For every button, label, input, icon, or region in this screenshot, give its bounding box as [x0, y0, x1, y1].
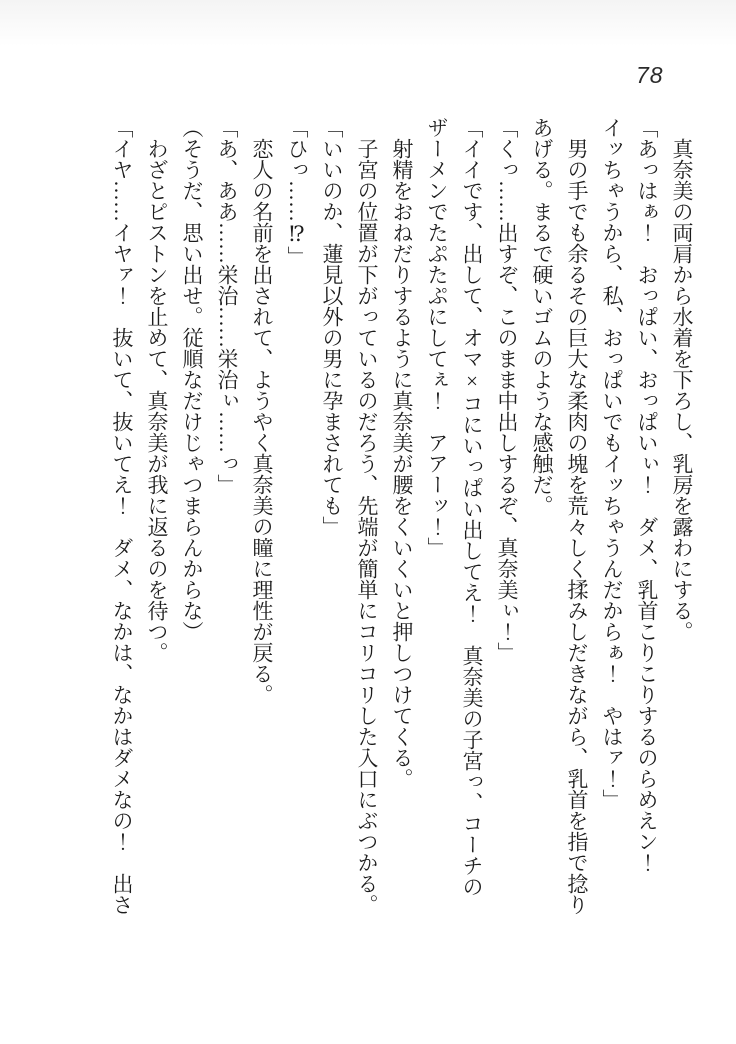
text-line: 「あっはぁ！ おっぱい、おっぱいぃ！ ダメ、乳首こりこりするのらめえン！: [635, 117, 659, 873]
text-line: 「くっ……出すぞ、このまま中出しするぞ、真奈美ぃ！」: [495, 117, 519, 663]
text-line: （そうだ、思い出せ。従順なだけじゃつまらんからな）: [180, 117, 204, 642]
text-line: 男の手でも余るその巨大な柔肉の塊を荒々しく揉みしだきながら、乳首を指で捻り: [565, 117, 589, 915]
text-line: イッちゃうから、私、おっぱいでもイッちゃうんだからぁ！ やはァ！」: [600, 117, 624, 810]
text-line: 子宮の位置が下がっているのだろう、先端が簡単にコリコリした入口にぶつかる。: [355, 117, 379, 915]
text-line: ザーメンでたぷたぷにしてぇ！ アアーッ！」: [425, 117, 449, 558]
body-text: [104, 117, 699, 927]
text-line: 恋人の名前を出されて、ようやく真奈美の瞳に理性が戻る。: [250, 117, 274, 705]
page-number: 78: [636, 62, 664, 88]
text-line: 「イイです、出して、オマ×コにいっぱい出してえ！ 真奈美の子宮っ、コーチの: [460, 117, 484, 897]
text-line: 真奈美の両肩から水着を下ろし、乳房を露わにする。: [670, 117, 694, 642]
text-line: 「あ、ああ……栄治……栄治ぃ……っ」: [215, 117, 239, 495]
text-line: わざとピストンを止めて、真奈美が我に返るのを待つ。: [145, 117, 169, 663]
text-line: 射精をおねだりするように真奈美が腰をくいくいと押しつけてくる。: [390, 117, 414, 789]
text-line: 「ひっ……⁉」: [285, 117, 309, 267]
text-line: 「イヤ……イヤァ！ 抜いて、抜いてえ！ ダメ、なかは、なかはダメなの！ 出さ: [110, 117, 134, 915]
text-line: あげる。まるで硬いゴムのような感触だ。: [530, 117, 554, 516]
text-line: 「いいのか、蓮見以外の男に孕まされても」: [320, 117, 344, 537]
